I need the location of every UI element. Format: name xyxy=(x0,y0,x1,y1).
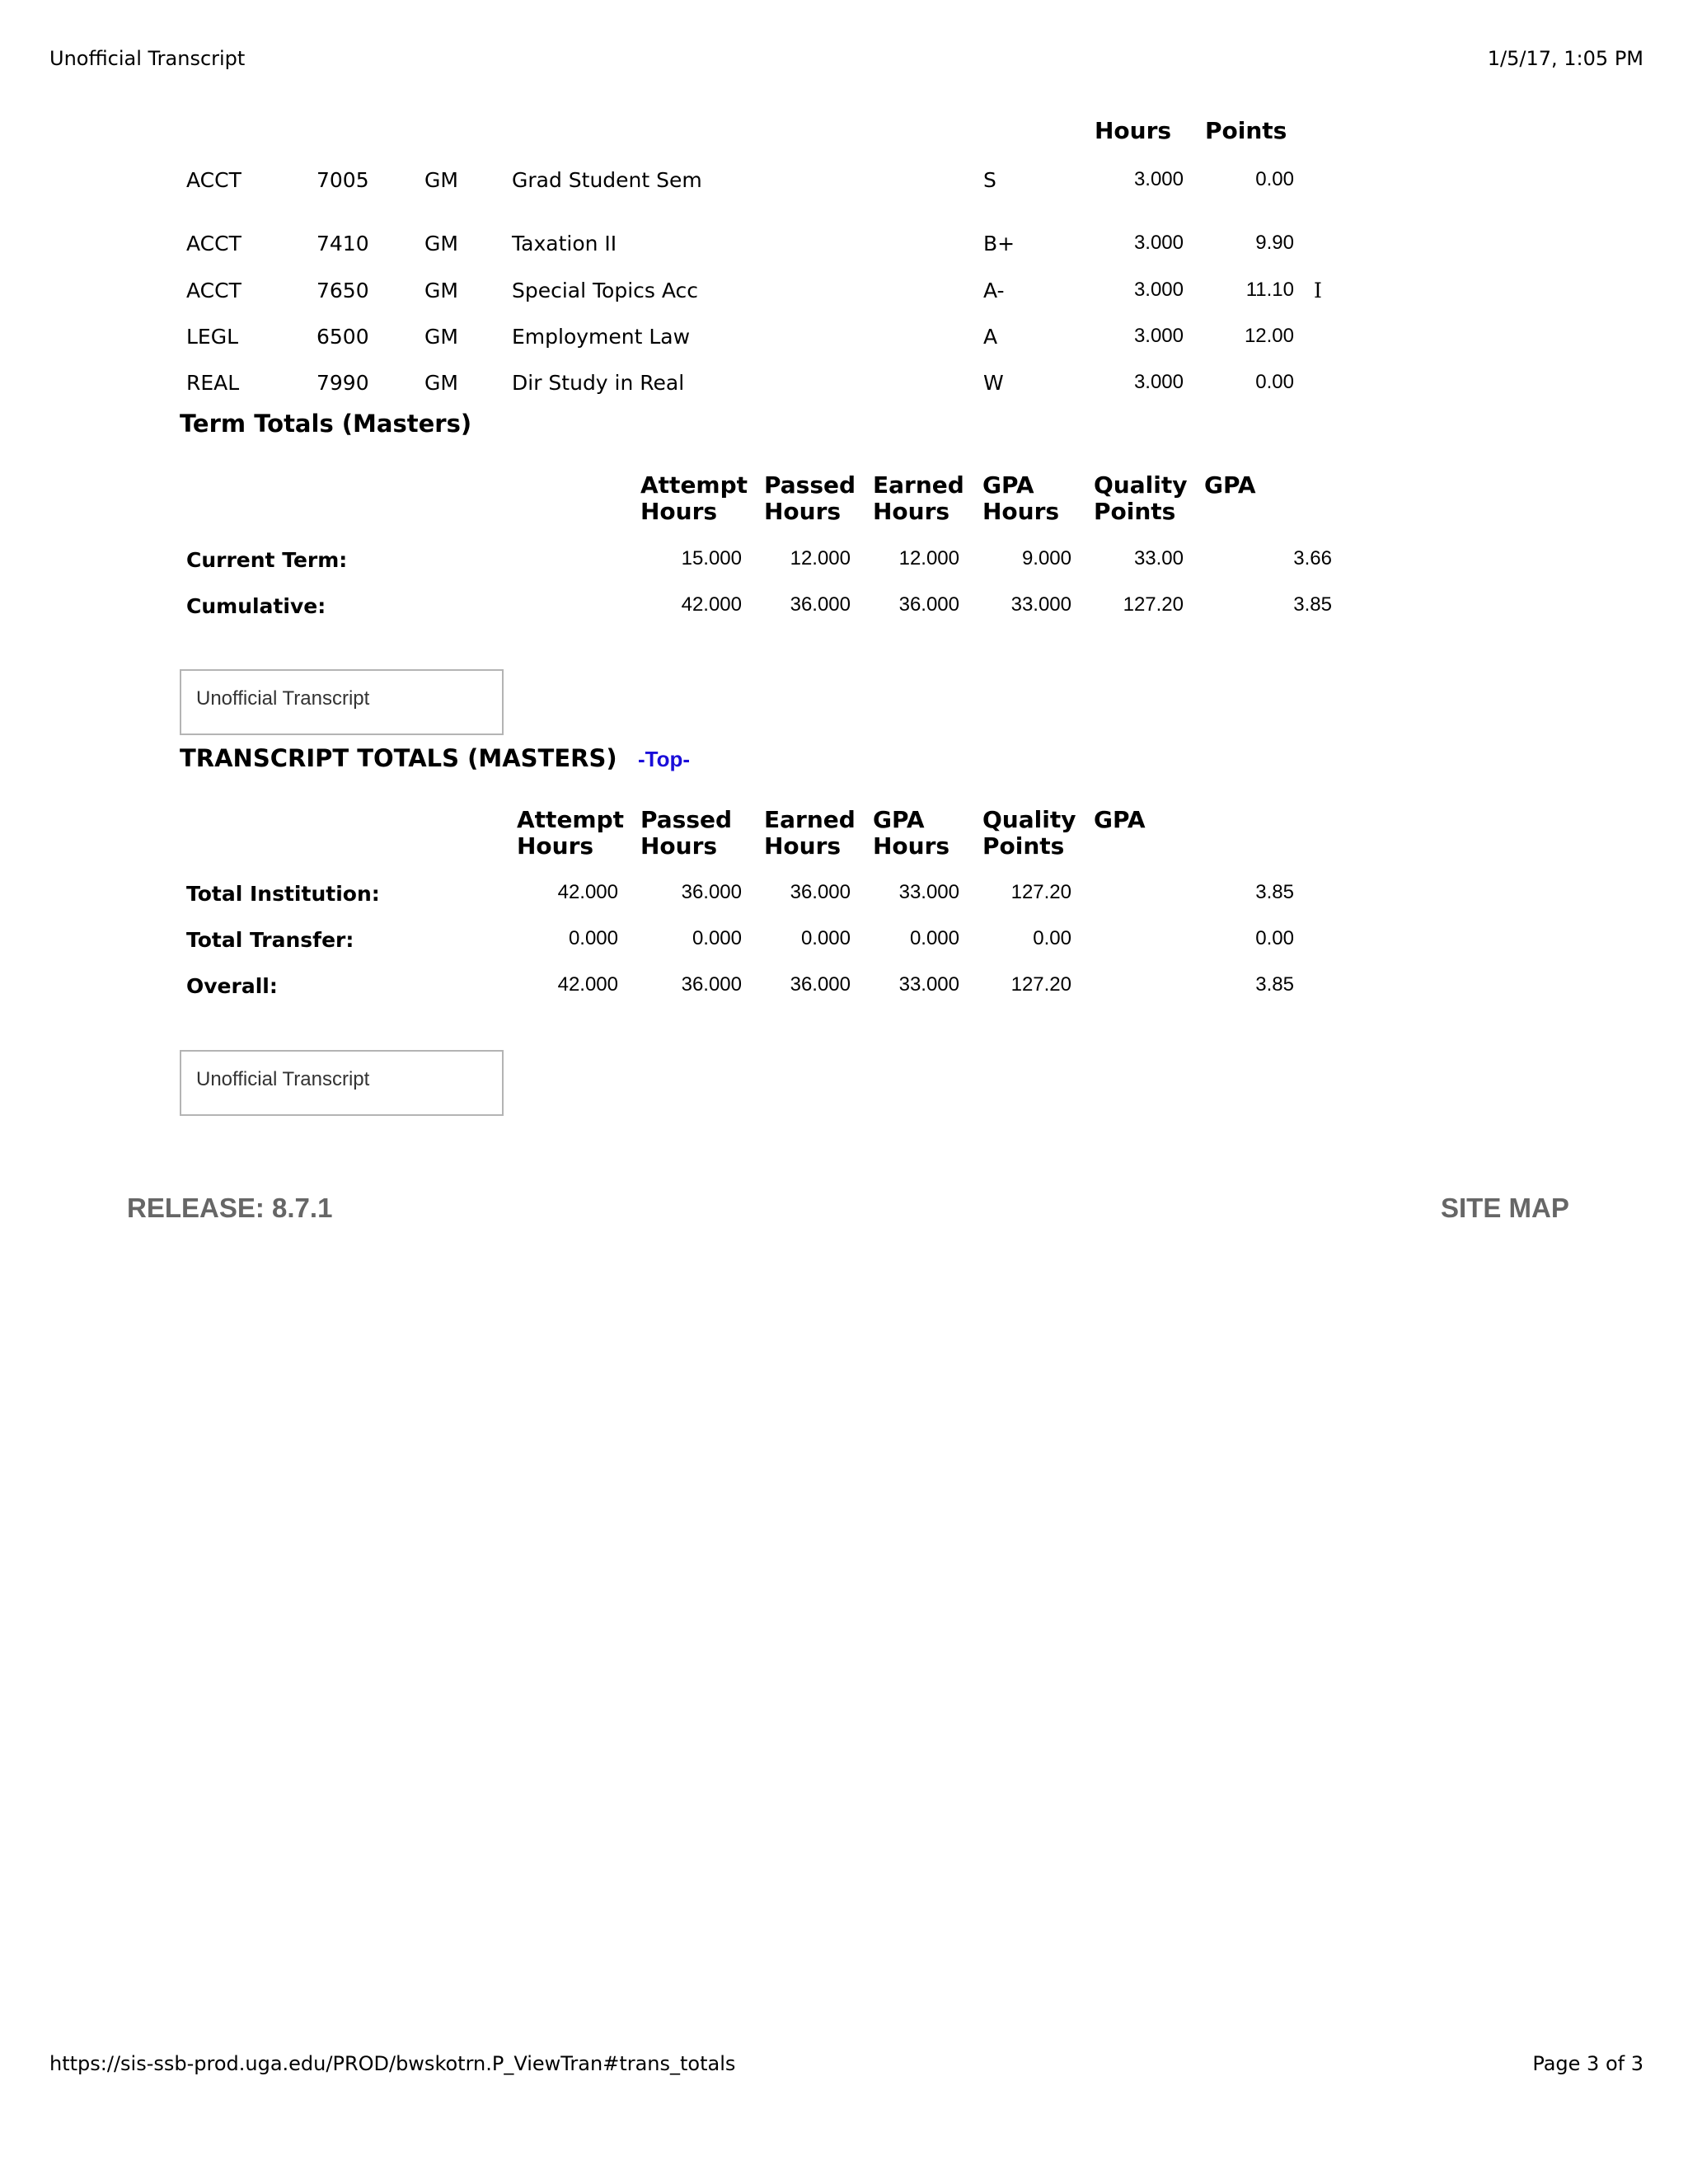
totals-col-quality-points: Quality Points xyxy=(982,806,1076,860)
course-subject: LEGL xyxy=(186,325,239,349)
course-points: 0.00 xyxy=(1255,168,1294,190)
course-hours: 3.000 xyxy=(1133,232,1184,254)
course-points: 9.90 xyxy=(1255,232,1294,254)
course-title: Taxation II xyxy=(512,232,617,255)
row-label: Total Transfer: xyxy=(186,928,354,952)
value-gpa-hours: 33.000 xyxy=(898,881,959,903)
course-hours: 3.000 xyxy=(1133,168,1184,190)
course-title: Grad Student Sem xyxy=(512,168,702,192)
course-hours: 3.000 xyxy=(1133,279,1184,301)
course-title: Dir Study in Real xyxy=(512,371,685,395)
course-grade: B+ xyxy=(983,232,1015,255)
value-quality-points: 127.20 xyxy=(1010,973,1071,996)
course-subject: REAL xyxy=(186,371,240,395)
course-grade: A xyxy=(983,325,998,349)
totals-col-gpa-hours: GPA Hours xyxy=(873,806,950,860)
value-earned-hours: 0.000 xyxy=(800,927,851,949)
value-earned-hours: 36.000 xyxy=(790,881,851,903)
value-earned-hours: 12.000 xyxy=(898,547,959,569)
value-attempt-hours: 42.000 xyxy=(557,973,618,996)
value-gpa: 3.66 xyxy=(1293,547,1332,569)
course-number: 7650 xyxy=(316,279,369,302)
value-gpa: 3.85 xyxy=(1255,973,1294,996)
term-col-attempt-hours: Attempt Hours xyxy=(640,471,748,525)
course-number: 7990 xyxy=(316,371,369,395)
row-label: Total Institution: xyxy=(186,882,380,906)
term-col-gpa-hours: GPA Hours xyxy=(982,471,1060,525)
value-passed-hours: 0.000 xyxy=(692,927,742,949)
totals-col-passed-hours: Passed Hours xyxy=(640,806,733,860)
course-title: Employment Law xyxy=(512,325,691,349)
course-level: GM xyxy=(424,371,458,395)
course-points: 12.00 xyxy=(1244,325,1294,347)
course-hours: 3.000 xyxy=(1133,371,1184,393)
row-label: Current Term: xyxy=(186,548,348,572)
unofficial-transcript-label: Unofficial Transcript xyxy=(196,1068,370,1090)
course-grade: W xyxy=(983,371,1004,395)
value-earned-hours: 36.000 xyxy=(898,593,959,616)
totals-col-earned-hours: Earned Hours xyxy=(764,806,856,860)
value-passed-hours: 36.000 xyxy=(681,881,742,903)
value-passed-hours: 36.000 xyxy=(790,593,851,616)
site-map-link[interactable]: SITE MAP xyxy=(1441,1193,1569,1223)
course-level: GM xyxy=(424,325,458,349)
hours-column-header: Hours xyxy=(1095,117,1172,144)
course-number: 7410 xyxy=(316,232,369,255)
course-title: Special Topics Acc xyxy=(512,279,699,302)
row-label: Cumulative: xyxy=(186,594,326,618)
release-version: RELEASE: 8.7.1 xyxy=(127,1193,333,1223)
unofficial-transcript-box xyxy=(180,1050,504,1116)
print-footer-url: https://sis-ssb-prod.uga.edu/PROD/bwskotrn.P_ViewTran#trans_totals xyxy=(49,2052,736,2075)
value-quality-points: 33.00 xyxy=(1133,547,1184,569)
course-grade: A- xyxy=(983,279,1005,302)
course-flag: I xyxy=(1314,279,1322,302)
row-label: Overall: xyxy=(186,974,278,998)
value-gpa-hours: 33.000 xyxy=(1010,593,1071,616)
value-gpa-hours: 0.000 xyxy=(909,927,959,949)
value-gpa: 3.85 xyxy=(1293,593,1332,616)
print-footer-page: Page 3 of 3 xyxy=(1532,2052,1643,2075)
value-attempt-hours: 0.000 xyxy=(568,927,618,949)
term-col-gpa: GPA xyxy=(1204,471,1256,499)
totals-col-attempt-hours: Attempt Hours xyxy=(517,806,625,860)
term-col-quality-points: Quality Points xyxy=(1094,471,1188,525)
unofficial-transcript-label: Unofficial Transcript xyxy=(196,687,370,710)
value-passed-hours: 36.000 xyxy=(681,973,742,996)
course-level: GM xyxy=(424,168,458,192)
value-gpa-hours: 33.000 xyxy=(898,973,959,996)
course-level: GM xyxy=(424,232,458,255)
top-link[interactable]: -Top- xyxy=(638,747,691,771)
value-quality-points: 127.20 xyxy=(1010,881,1071,903)
value-gpa: 0.00 xyxy=(1255,927,1294,949)
course-hours: 3.000 xyxy=(1133,325,1184,347)
course-number: 6500 xyxy=(316,325,369,349)
value-attempt-hours: 15.000 xyxy=(681,547,742,569)
term-totals-title: Term Totals (Masters) xyxy=(180,410,472,438)
course-number: 7005 xyxy=(316,168,369,192)
value-earned-hours: 36.000 xyxy=(790,973,851,996)
value-gpa-hours: 9.000 xyxy=(1021,547,1071,569)
term-col-passed-hours: Passed Hours xyxy=(764,471,856,525)
course-subject: ACCT xyxy=(186,168,241,192)
print-header-title: Unofficial Transcript xyxy=(49,47,246,70)
value-gpa: 3.85 xyxy=(1255,881,1294,903)
value-passed-hours: 12.000 xyxy=(790,547,851,569)
course-points: 11.10 xyxy=(1245,279,1294,301)
totals-col-gpa: GPA xyxy=(1094,806,1146,833)
course-points: 0.00 xyxy=(1255,371,1294,393)
value-attempt-hours: 42.000 xyxy=(681,593,742,616)
value-attempt-hours: 42.000 xyxy=(557,881,618,903)
unofficial-transcript-box xyxy=(180,669,504,735)
value-quality-points: 127.20 xyxy=(1123,593,1184,616)
course-grade: S xyxy=(983,168,996,192)
value-quality-points: 0.00 xyxy=(1033,927,1071,949)
course-level: GM xyxy=(424,279,458,302)
points-column-header: Points xyxy=(1205,117,1287,144)
course-subject: ACCT xyxy=(186,232,241,255)
transcript-totals-title: TRANSCRIPT TOTALS (MASTERS) xyxy=(180,744,617,772)
course-subject: ACCT xyxy=(186,279,241,302)
print-header-datetime: 1/5/17, 1:05 PM xyxy=(1487,47,1643,70)
term-col-earned-hours: Earned Hours xyxy=(873,471,964,525)
